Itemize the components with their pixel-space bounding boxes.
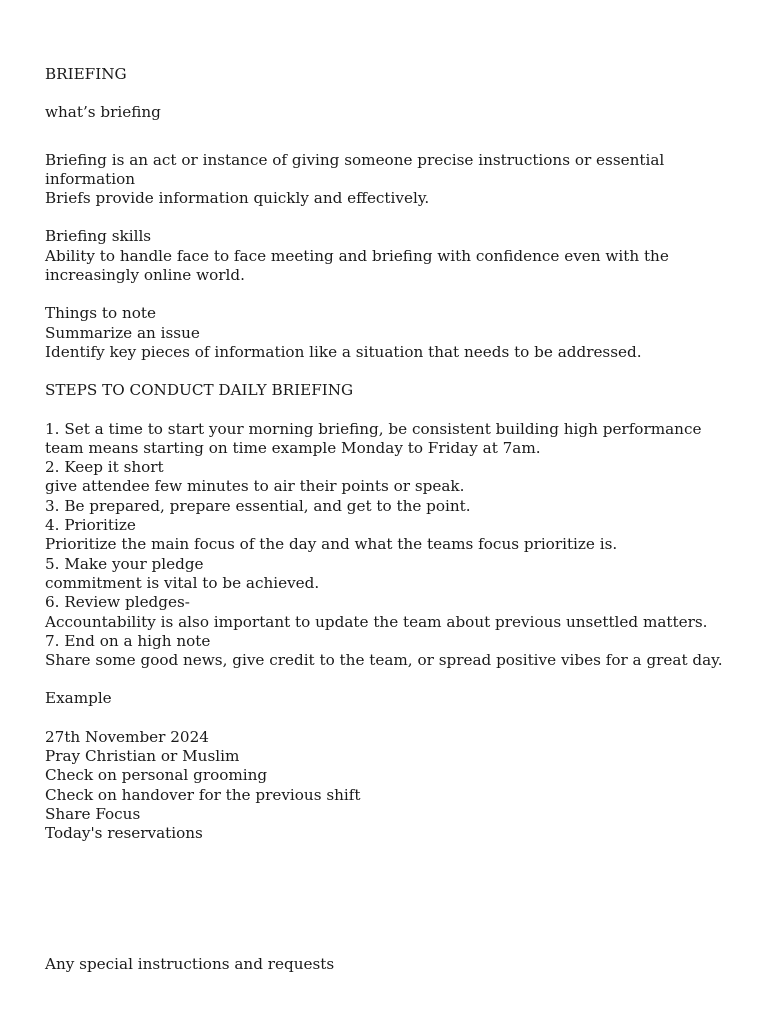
step-line: 4. Prioritize	[45, 516, 136, 535]
step-line: 7. End on a high note	[45, 631, 211, 650]
step-line: Prioritize the main focus of the day and what the teams focus prioritize is.	[45, 535, 618, 554]
footer-note: Any special instructions and requests	[45, 955, 335, 973]
example-line: 27th November 2024	[45, 727, 209, 746]
example-line: Check on personal grooming	[45, 766, 268, 785]
notes-heading: Things to note	[45, 304, 156, 323]
step-line: commitment is vital to be achieved.	[45, 573, 320, 592]
example-list	[45, 728, 735, 844]
definition-section	[45, 151, 735, 209]
steps-list	[45, 420, 735, 671]
example-line: Check on handover for the previous shift	[45, 785, 361, 804]
step-line: 3. Be prepared, prepare essential, and get to the point.	[45, 496, 471, 515]
document-body	[45, 65, 735, 844]
example-heading: Example	[45, 689, 112, 708]
step-line: 2. Keep it short	[45, 458, 164, 477]
step-line: 1. Set a time to start your morning briefing, be consistent building high performance team means starting on time example Monday to Friday at 7am.	[45, 419, 707, 457]
step-line: Accountability is also important to update the team about previous unsettled matters.	[45, 612, 708, 631]
notes-section	[45, 304, 735, 362]
definition-line: Briefs provide information quickly and effectively.	[45, 189, 430, 208]
notes-line: Summarize an issue	[45, 323, 200, 342]
example-line: Today's reservations	[45, 824, 203, 843]
skills-text: Ability to handle face to face meeting and briefing with confidence even with the increasingly online world.	[45, 246, 674, 285]
step-line: 6. Review pledges-	[45, 593, 190, 612]
definition-line: Briefing is an act or instance of giving someone precise instructions or essential information	[45, 150, 670, 188]
document-subtitle: what’s briefing	[45, 103, 161, 122]
example-line: Pray Christian or Muslim	[45, 747, 240, 766]
step-line: Share some good news, give credit to the team, or spread positive vibes for a great day.	[45, 651, 723, 670]
skills-heading: Briefing skills	[45, 227, 152, 246]
steps-heading: STEPS TO CONDUCT DAILY BRIEFING	[45, 381, 354, 400]
step-line: 5. Make your pledge	[45, 554, 204, 573]
step-line: give attendee few minutes to air their points or speak.	[45, 477, 465, 496]
skills-section	[45, 227, 735, 285]
document-title: BRIEFING	[45, 65, 127, 83]
example-line: Share Focus	[45, 804, 141, 823]
notes-line: Identify key pieces of information like a situation that needs to be addressed.	[45, 342, 642, 361]
